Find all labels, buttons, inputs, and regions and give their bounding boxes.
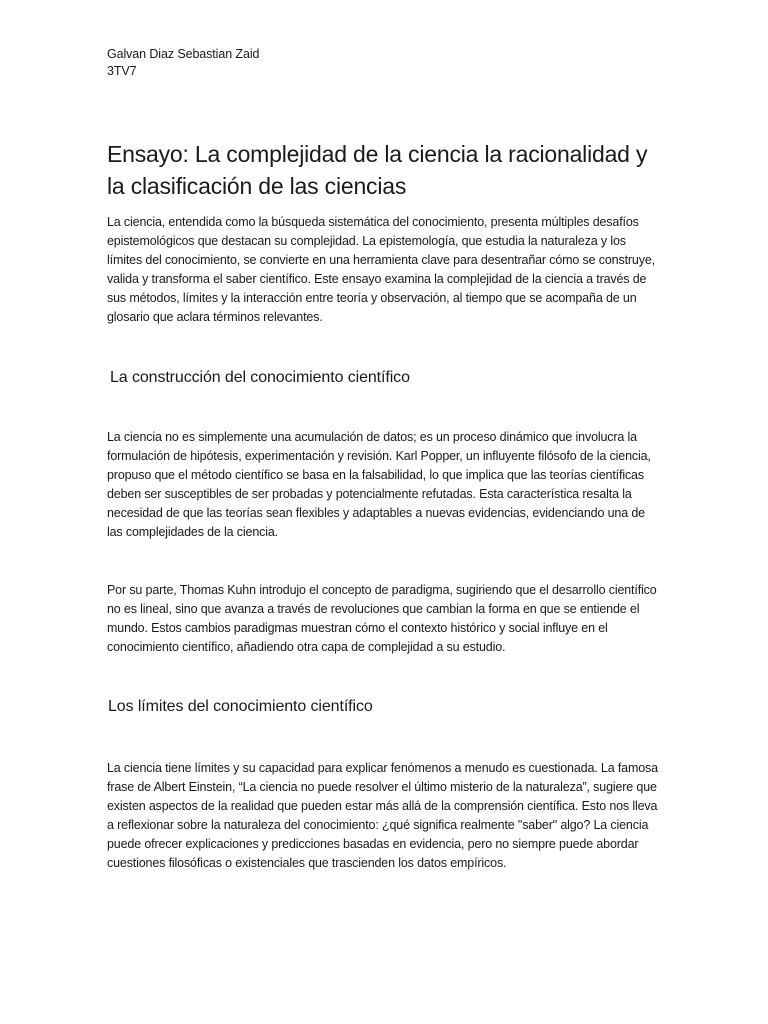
- section-heading-limites: Los límites del conocimiento científico: [108, 698, 373, 715]
- section-heading-construccion: La construcción del conocimiento científico: [110, 369, 410, 386]
- paragraph-popper: La ciencia no es simplemente una acumulación de datos; es un proceso dinámico que involucra la formulación de hipótesis, experimentación y revisión. Karl Popper, un influyente filósofo de la ciencia, propuso que el método científico se basa en la falsabilidad, lo que implica que las teorías científicas deben ser susceptibles de ser probadas y potencialmente refutadas. Esta característica resalta la necesidad de que las teorías sean flexibles y adaptables a nuevas evidencias, evidenciando una de las complejidades de la ciencia.: [107, 430, 651, 539]
- intro-paragraph: La ciencia, entendida como la búsqueda sistemática del conocimiento, presenta múltiples desafíos epistemológicos que destacan su complejidad. La epistemología, que estudia la naturaleza y los límites del conocimiento, se convierte en una herramienta clave para desentrañar cómo se construye, valida y transforma el saber científico. Este ensayo examina la complejidad de la ciencia a través de sus métodos, límites y la interacción entre teoría y observación, al tiempo que se acompaña de un glosario que aclara términos relevantes.: [107, 215, 655, 324]
- author-block: [107, 46, 667, 80]
- paragraph-kuhn: Por su parte, Thomas Kuhn introdujo el concepto de paradigma, sugiriendo que el desarrollo científico no es lineal, sino que avanza a través de revoluciones que cambian la forma en que se entiende el mundo. Estos cambios paradigmas muestran cómo el contexto histórico y social influye en el conocimiento científico, añadiendo otra capa de complejidad a su estudio.: [107, 583, 657, 654]
- paragraph-einstein: La ciencia tiene límites y su capacidad para explicar fenómenos a menudo es cuestionada. La famosa frase de Albert Einstein, “La ciencia no puede resolver el último misterio de la naturaleza”, sugiere que existen aspectos de la realidad que pueden estar más allá de la comprensión científica. Esto nos lleva a reflexionar sobre la naturaleza del conocimiento: ¿qué significa realmente "saber" algo? La ciencia puede ofrecer explicaciones y predicciones basadas en evidencia, pero no siempre puede abordar cuestiones filosóficas o existenciales que trascienden los datos empíricos.: [107, 761, 658, 870]
- author-name: Galvan Diaz Sebastian Zaid: [107, 47, 260, 61]
- page-title: Ensayo: La complejidad de la ciencia la racionalidad y la clasificación de las ciencias: [107, 141, 648, 199]
- author-group: 3TV7: [107, 64, 137, 78]
